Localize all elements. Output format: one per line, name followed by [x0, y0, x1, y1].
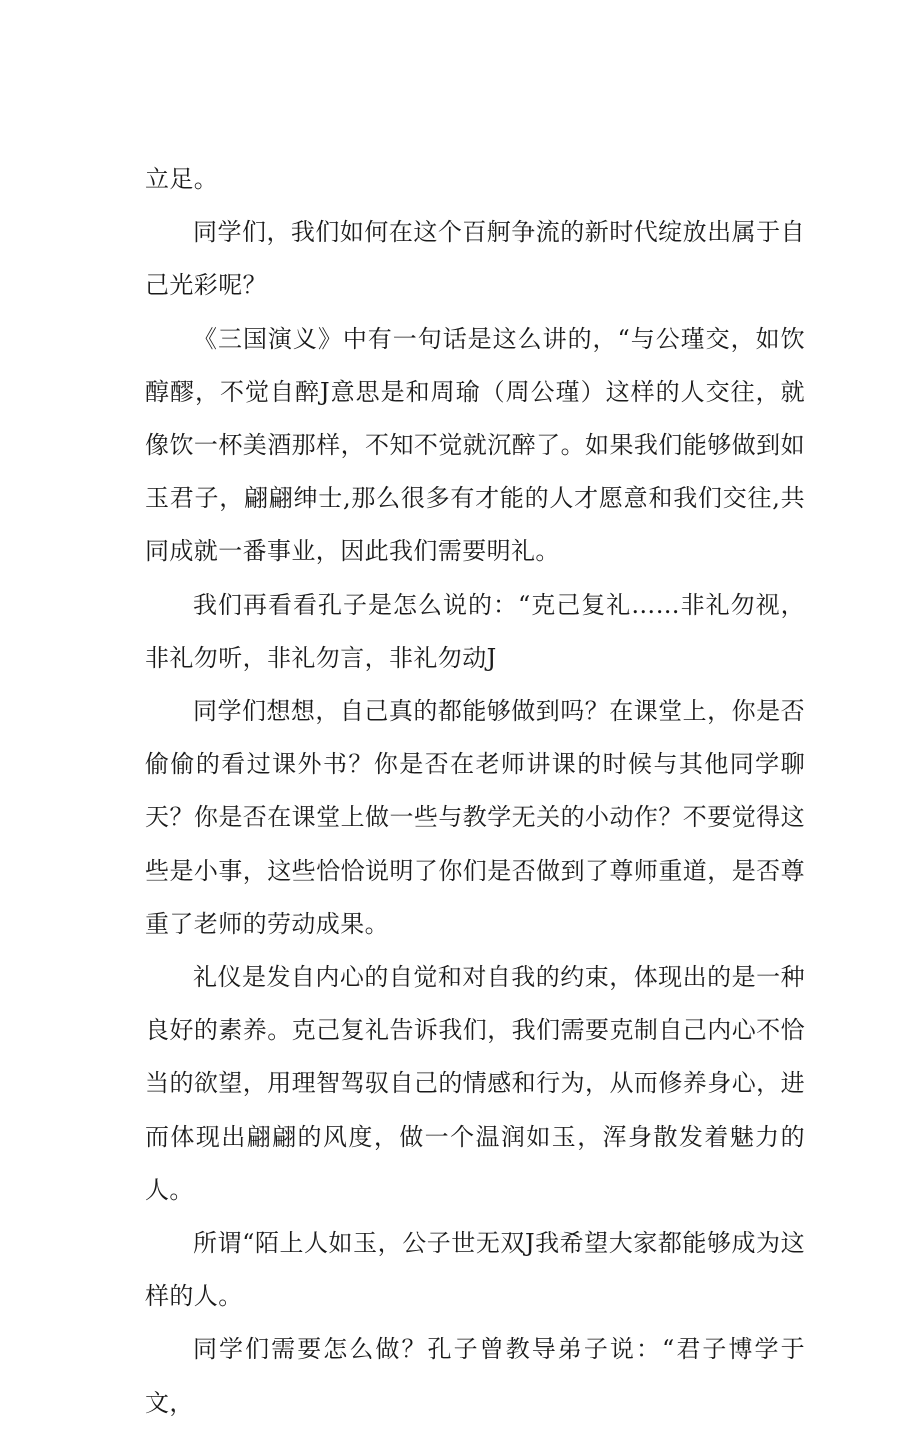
paragraph-4: 我们再看看孔子是怎么说的：“克己复礼……非礼勿视，非礼勿听，非礼勿言，非礼勿动J	[145, 590, 805, 672]
paragraph-3: 《三国演义》中有一句话是这么讲的，“与公瑾交，如饮醇醪，不觉自醉J意思是和周瑜（周公瑾）这样的人交往，就像饮一杯美酒那样，不知不觉就沉醉了。如果我们能够做到如玉君子，翩翩绅士,那么很多有才能的人才愿意和我们交往,共同成就一番事业，因此我们需要明礼。	[145, 324, 805, 566]
paragraph-7: 所谓“陌上人如玉，公子世无双J我希望大家都能够成为这样的人。	[145, 1229, 805, 1311]
paragraph-5: 同学们想想，自己真的都能够做到吗？在课堂上，你是否偷偷的看过课外书？你是否在老师讲课的时候与其他同学聊天？你是否在课堂上做一些与教学无关的小动作？不要觉得这些是小事，这些恰恰说明了你们是否做到了尊师重道，是否尊重了老师的劳动成果。	[145, 697, 805, 938]
paragraph-1: 立足。	[145, 165, 219, 193]
document-body	[145, 153, 805, 1430]
paragraph-8: 同学们需要怎么做？孔子曾教导弟子说：“君子博学于文，	[145, 1335, 805, 1417]
paragraph-6: 礼仪是发自内心的自觉和对自我的约束，体现出的是一种良好的素养。克己复礼告诉我们，我们需要克制自己内心不恰当的欲望，用理智驾驭自己的情感和行为，从而修养身心，进而体现出翩翩的风度，做一个温润如玉，浑身散发着魅力的人。	[145, 963, 805, 1204]
paragraph-2: 同学们，我们如何在这个百舸争流的新时代绽放出属于自己光彩呢？	[145, 218, 805, 300]
